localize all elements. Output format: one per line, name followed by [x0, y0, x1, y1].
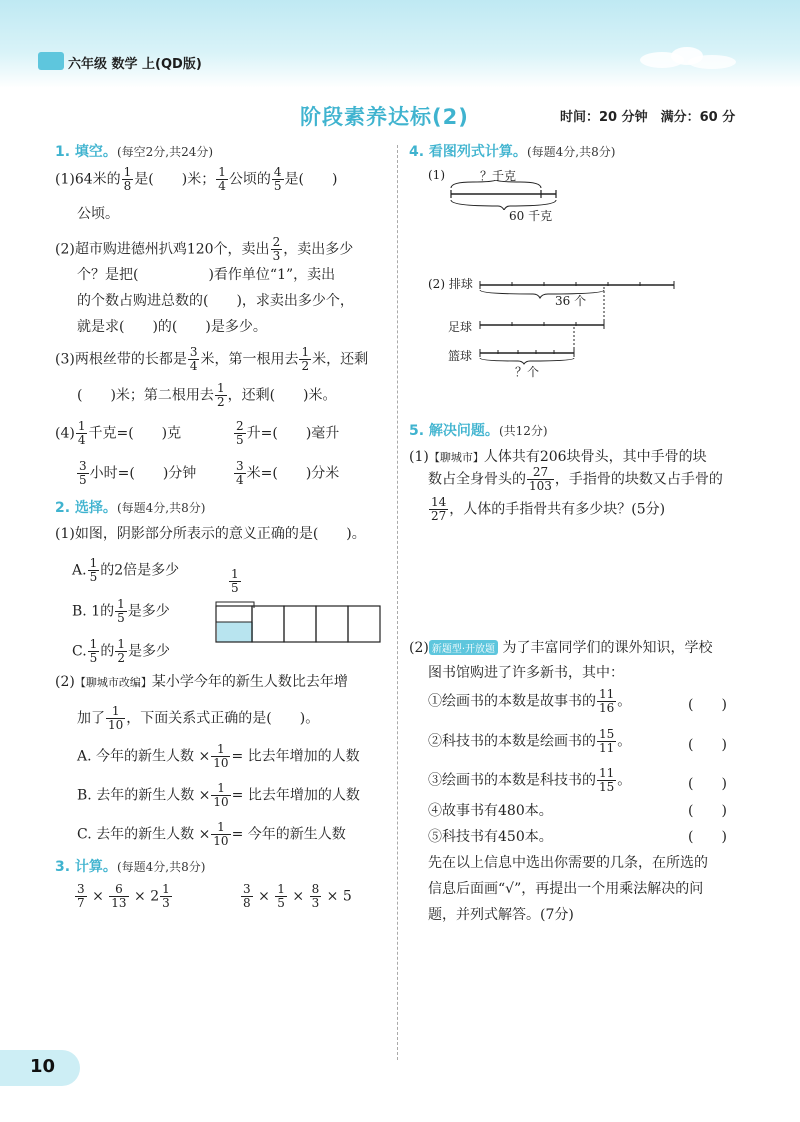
q2-1-stem: (1)如图，阴影部分所表示的意义正确的是( )。: [55, 526, 366, 542]
q1-4-row1: [55, 420, 181, 447]
text: ( )米；第二根用去: [77, 387, 214, 404]
q2-1-option-b: [72, 598, 170, 625]
fraction: $\frac{15}{11}$: [599, 727, 615, 755]
info-item-4: ④故事书有480本。: [428, 803, 553, 819]
fraction: $\frac{3}{5}$: [79, 459, 87, 487]
text: (2): [409, 640, 429, 656]
section-title: 5. 解决问题。: [409, 423, 499, 439]
q5-1-l2: [428, 466, 723, 493]
shaded-boxes-figure: [214, 598, 384, 646]
text: A.: [72, 562, 87, 579]
fraction: $\frac{1}{10}$: [213, 781, 229, 809]
box: [252, 606, 284, 642]
cloud-decoration-icon: [632, 42, 742, 72]
operator: ×: [258, 888, 270, 905]
row-label-football: 足球: [448, 320, 473, 334]
basketball-line: [480, 349, 574, 364]
text: (1)64米的: [55, 171, 121, 188]
instruction-l3: 题，并列式解答。(7分): [428, 907, 574, 923]
diagram-1-top-label: ？千克: [480, 169, 517, 183]
text: 是多少: [127, 603, 170, 620]
football-line: [480, 321, 604, 329]
operator: ×: [292, 888, 305, 905]
text: 公顷的: [228, 171, 271, 188]
section-note: (每题4分,共8分): [116, 501, 206, 515]
figure-fraction-label: $\frac{1}{5}$: [231, 567, 239, 595]
fraction: $\frac{1}{2}$: [117, 637, 125, 665]
row-label-volleyball: 排球: [448, 277, 473, 291]
text: C. 去年的新生人数 ×: [77, 826, 211, 843]
diagram-2-label: (2) 排球: [428, 277, 473, 291]
text: = 比去年增加的人数: [231, 787, 360, 804]
logo-icon: [38, 52, 64, 70]
text: 为了丰富同学们的课外知识，学校: [502, 640, 713, 656]
section-note: (每题4分,共8分): [116, 860, 206, 874]
fraction: $\frac{1}{2}$: [301, 345, 310, 373]
text: 。: [617, 772, 632, 789]
text: = 比去年增加的人数: [231, 748, 360, 765]
source-tag: 【聊城市改编】: [74, 676, 152, 689]
fraction: $\frac{1}{3}$: [162, 882, 170, 910]
text: 是( )米；: [134, 171, 216, 188]
diagram-2-volleyball-count: 36 个: [555, 294, 587, 308]
operator: × 5: [326, 888, 352, 905]
shaded-part: [217, 622, 253, 642]
text: ③绘画书的本数是科技书的: [428, 772, 596, 789]
q1-2-l2: 个？是把( )看作单位“1”，卖出: [77, 267, 336, 283]
text: ，人体的手指骨共有多少块？(5分): [449, 501, 666, 518]
info-item-5: ⑤科技书有450本。: [428, 829, 553, 845]
text: 是( ): [284, 171, 338, 188]
text: 米，第一根用去: [200, 351, 299, 368]
text: 人体共有206块骨头，其中手骨的块: [483, 449, 707, 465]
text: 是多少: [127, 643, 170, 660]
text: 的2倍是多少: [100, 562, 180, 579]
section-note: (共12分): [498, 424, 548, 438]
q2-1-option-a: [72, 557, 179, 584]
box: [348, 606, 380, 642]
section-title: 1. 填空。: [55, 144, 117, 160]
fraction: $\frac{1}{5}$: [117, 597, 125, 625]
fraction: $\frac{2}{5}$: [236, 419, 244, 447]
diagram-2-basketball-unknown: ？个: [515, 365, 540, 379]
fraction: $\frac{1}{5}$: [89, 556, 98, 584]
text: ，还剩( )米。: [227, 387, 337, 404]
q2-2-stem: (2)【聊城市改编】某小学今年的新生人数比去年增: [55, 674, 348, 690]
calc-1: [74, 883, 173, 910]
page-number-tab: [0, 1050, 80, 1086]
check-paren-5[interactable]: ( ): [688, 829, 727, 845]
instruction-l1: 先在以上信息中选出你需要的几条，在所选的: [428, 855, 708, 871]
diagram-1-bottom-label: 60 千克: [509, 209, 553, 223]
text: 加了: [77, 710, 105, 727]
fraction: $\frac{6}{13}$: [111, 882, 127, 910]
section-1-heading: [55, 141, 213, 161]
fraction: $\frac{1}{5}$: [89, 637, 98, 665]
text: B. 1的: [72, 603, 115, 620]
fraction: $\frac{3}{4}$: [189, 345, 198, 373]
q5-1-l1: [409, 446, 707, 466]
fraction: $\frac{11}{16}$: [599, 687, 615, 715]
diagram-1-label: (1): [428, 168, 445, 182]
check-paren-3[interactable]: ( ): [688, 776, 727, 792]
fraction: $\frac{3}{7}$: [77, 882, 85, 910]
text: (2)超市购进德州扒鸡120个，卖出: [55, 241, 270, 258]
info-item-2: [428, 728, 631, 755]
fraction: $\frac{2}{3}$: [272, 235, 281, 263]
text: 。: [617, 733, 632, 750]
text: 升=( )毫升: [246, 425, 340, 442]
text: 。: [617, 693, 632, 710]
section-title: 4. 看图列式计算。: [409, 144, 527, 160]
section-title: 3. 计算。: [55, 859, 117, 875]
check-paren-2[interactable]: ( ): [688, 737, 727, 753]
book-title: 六年级 数学 上(QD版): [68, 57, 202, 72]
info-item-3: [428, 767, 631, 794]
page-number: 10: [30, 1056, 56, 1077]
section-4-heading: [409, 141, 615, 161]
text: = 今年的新生人数: [231, 826, 346, 843]
diagram-1-line-segment: [448, 180, 558, 210]
calc-2: [240, 883, 352, 910]
text: 某小学今年的新生人数比去年增: [151, 674, 348, 690]
fraction: $\frac{1}{5}$: [277, 882, 285, 910]
q1-1-cont: 公顷。: [77, 206, 119, 222]
page-title: 阶段素养达标(2): [300, 105, 469, 129]
text: 米，还剩: [312, 351, 369, 368]
q5-2-l2: 图书馆购进了许多新书，其中：: [428, 665, 624, 681]
q1-3-cont: [77, 382, 337, 409]
section-note: (每题4分,共8分): [526, 145, 616, 159]
operator: ×: [92, 888, 104, 905]
text: 小时=( )分钟: [89, 465, 197, 482]
fraction: $\frac{1}{10}$: [213, 820, 229, 848]
fraction: $\frac{1}{4}$: [77, 419, 86, 447]
fraction: $\frac{1}{2}$: [216, 381, 225, 409]
fraction: $\frac{1}{10}$: [108, 704, 124, 732]
new-question-type-badge: 新题型·开放题: [429, 640, 498, 655]
q1-2: [55, 236, 353, 263]
q1-3: [55, 346, 368, 373]
text: ，手指骨的块数又占手骨的: [554, 471, 723, 488]
text: 米=( )分米: [246, 465, 340, 482]
diagram-2-bar-model: [478, 273, 678, 365]
source-tag: 【聊城市】: [428, 451, 484, 464]
check-paren-4[interactable]: ( ): [688, 803, 727, 819]
q1-4-row2: [76, 460, 196, 487]
text: (1): [409, 449, 429, 465]
column-divider: [397, 145, 398, 1060]
text: (3)两根丝带的长都是: [55, 351, 187, 368]
fraction: $\frac{1}{10}$: [213, 742, 229, 770]
fraction: $\frac{14}{27}$: [431, 495, 447, 523]
check-paren-1[interactable]: ( ): [688, 697, 727, 713]
text: C.: [72, 643, 87, 660]
q1-4-row1b: [233, 420, 339, 447]
fraction: $\frac{27}{103}$: [529, 465, 552, 493]
q2-1-option-c: [72, 638, 170, 665]
row-label-basketball: 篮球: [448, 349, 473, 363]
text: 的: [100, 643, 115, 660]
text: ②科技书的本数是绘画书的: [428, 733, 596, 750]
q5-2-l1: [409, 637, 712, 657]
q2-2-option-c: [77, 821, 346, 848]
fraction: $\frac{3}{8}$: [243, 882, 251, 910]
q5-1-l3: [428, 496, 665, 523]
text: (4): [55, 425, 75, 442]
section-title: 2. 选择。: [55, 500, 117, 516]
text: 千克=( )克: [88, 425, 182, 442]
time-info: 时间：20 分钟 满分：60 分: [560, 110, 736, 125]
q1-1: [55, 166, 337, 193]
box: [316, 606, 348, 642]
text: A. 今年的新生人数 ×: [77, 748, 211, 765]
fraction: $\frac{3}{4}$: [236, 459, 244, 487]
q2-2-option-b: [77, 782, 360, 809]
text: 数占全身骨头的: [428, 471, 526, 488]
fraction: $\frac{11}{15}$: [599, 766, 615, 794]
q1-2-l3: 的个数占购进总数的( )，求卖出多少个，: [77, 293, 354, 309]
q1-2-l4: 就是求( )的( )是多少。: [77, 319, 267, 335]
operator: × 2: [134, 888, 160, 905]
text: ，下面关系式正确的是( )。: [126, 710, 320, 727]
fraction: $\frac{8}{3}$: [311, 882, 320, 910]
q1-4-row2b: [233, 460, 339, 487]
section-note: (每空2分,共24分): [116, 145, 214, 159]
box: [284, 606, 316, 642]
q2-2-stem-l2: [77, 705, 319, 732]
fraction: $\frac{1}{8}$: [123, 165, 132, 193]
fraction: $\frac{1}{4}$: [218, 165, 226, 193]
text: ，卖出多少: [283, 241, 354, 258]
info-item-1: [428, 688, 631, 715]
section-5-heading: [409, 420, 548, 440]
instruction-l2: 信息后面画“√”，再提出一个用乘法解决的问: [428, 881, 704, 897]
section-3-heading: [55, 856, 205, 876]
fraction: $\frac{4}{5}$: [273, 165, 282, 193]
text: ①绘画书的本数是故事书的: [428, 693, 596, 710]
q2-2-option-a: [77, 743, 360, 770]
text: B. 去年的新生人数 ×: [77, 787, 211, 804]
volleyball-line: [480, 281, 674, 298]
section-2-heading: [55, 497, 205, 517]
